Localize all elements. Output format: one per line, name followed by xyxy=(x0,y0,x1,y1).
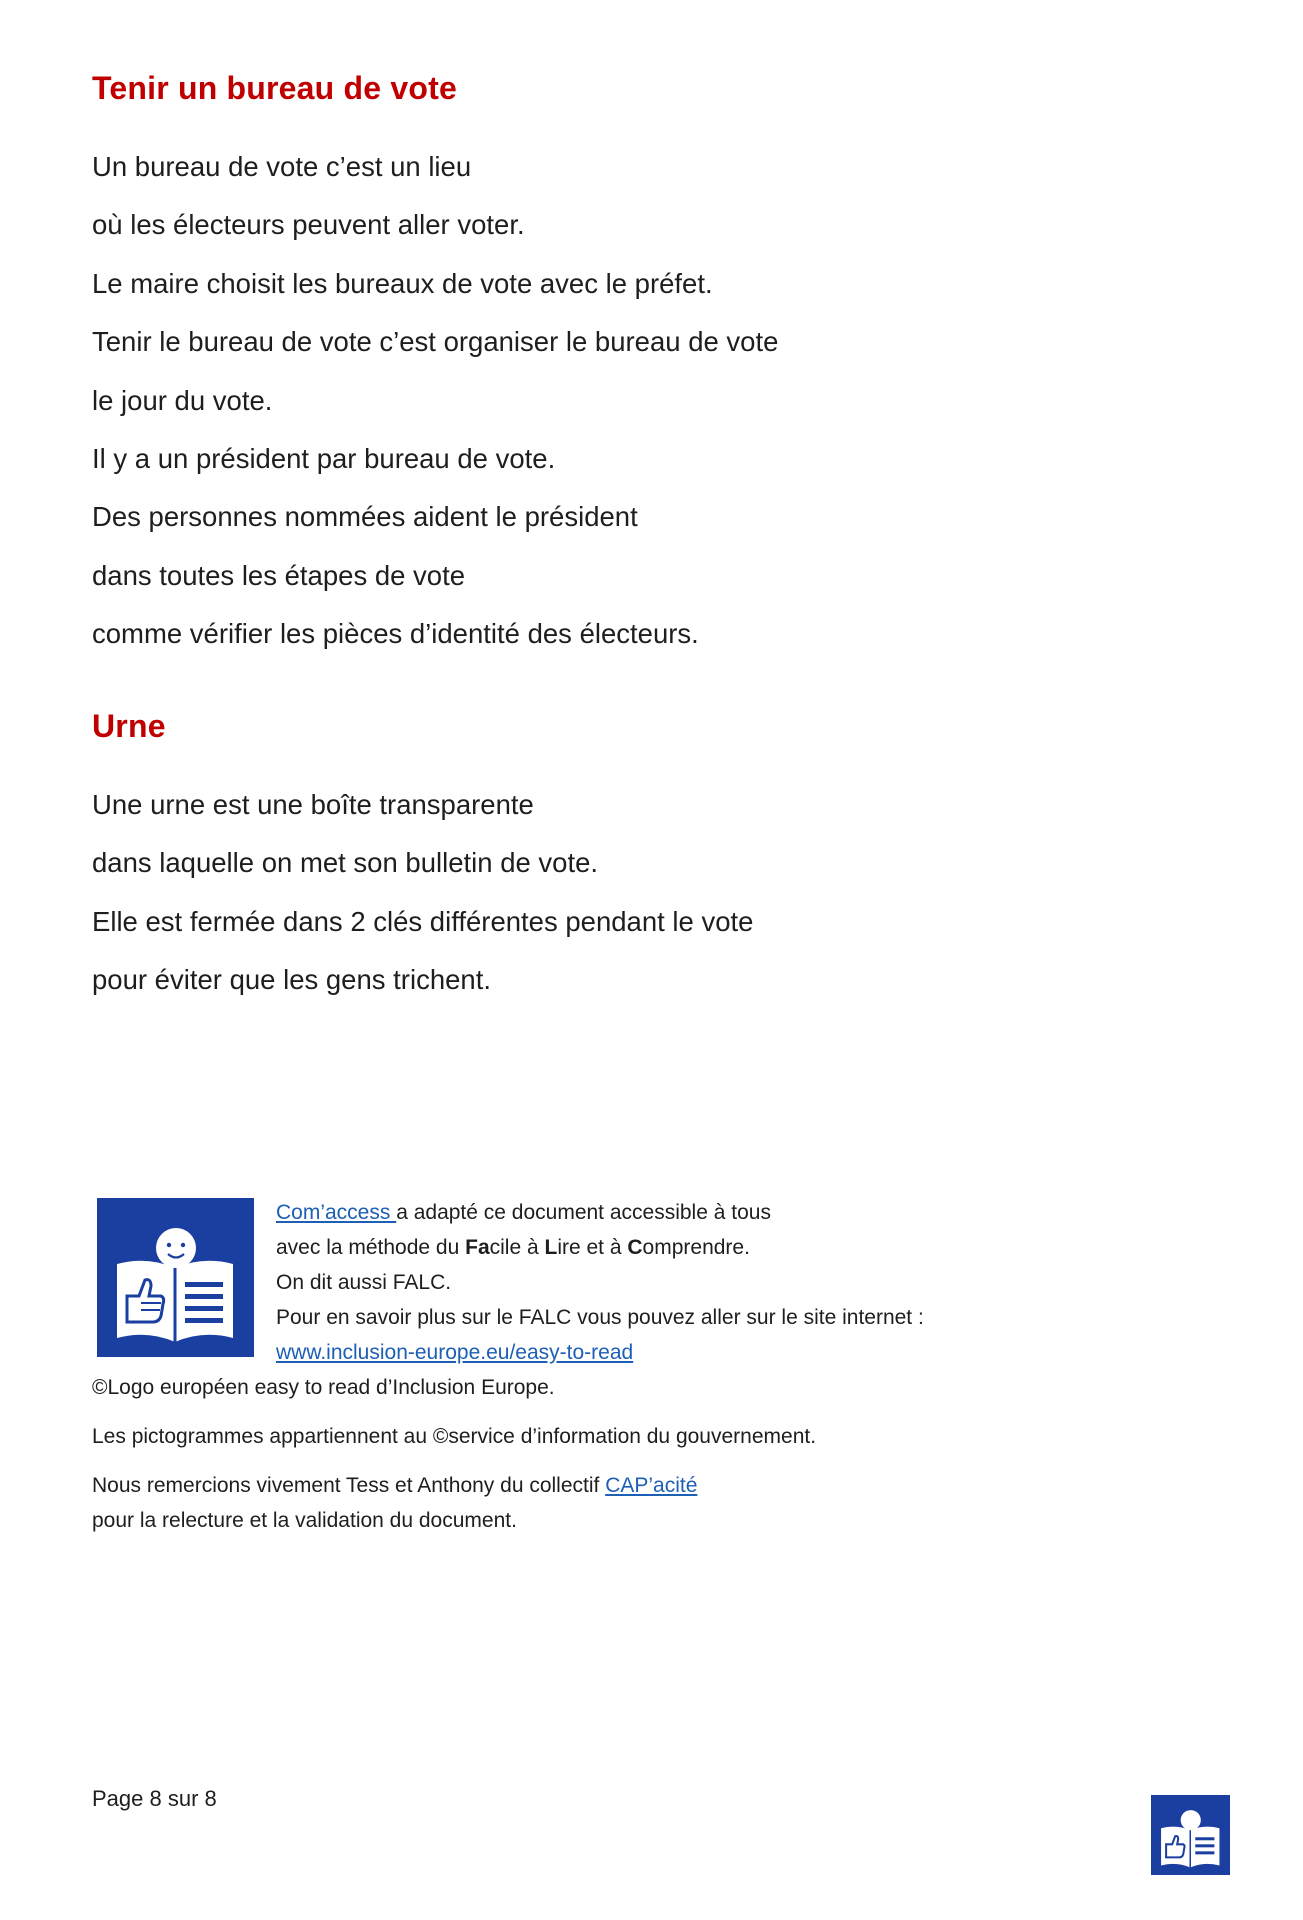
credits-bold: C xyxy=(627,1236,643,1259)
text-line: le jour du vote. xyxy=(92,384,273,416)
credits-text: avec la méthode du xyxy=(276,1236,466,1259)
text-line: Tenir le bureau de vote c’est organiser le bureau de vote xyxy=(92,326,779,358)
text-line: dans laquelle on met son bulletin de vote. xyxy=(92,847,599,879)
inclusion-europe-link[interactable]: www.inclusion-europe.eu/easy-to-read xyxy=(276,1341,634,1364)
easy-to-read-logo-icon xyxy=(97,1198,254,1357)
text-line: Une urne est une boîte transparente xyxy=(92,789,534,820)
thanks-text: Nous remercions vivement Tess et Anthony du collectif xyxy=(92,1474,606,1497)
credits-line-5 xyxy=(276,1335,924,1370)
capacite-link[interactable]: CAP’acité xyxy=(605,1474,698,1497)
credits-line-3: On dit aussi FALC. xyxy=(276,1271,452,1294)
credits-line-1 xyxy=(276,1195,924,1230)
text-line: Des personnes nommées aident le président xyxy=(92,501,638,533)
text-line: Le maire choisit les bureaux de vote avec le préfet. xyxy=(92,267,713,299)
logo-copyright: ©Logo européen easy to read d’Inclusion Europe. xyxy=(92,1376,555,1399)
credits-bold: Fa xyxy=(465,1236,490,1259)
comaccess-link[interactable]: Com’access xyxy=(276,1201,397,1224)
pictograms-copyright: Les pictogrammes appartiennent au ©service d’information du gouvernement. xyxy=(92,1425,817,1448)
credits-text: a adapté ce document accessible à tous xyxy=(396,1201,771,1224)
easy-to-read-mini-logo-icon xyxy=(1151,1795,1230,1875)
credits-text: cile à xyxy=(489,1236,545,1259)
credits-line-4: Pour en savoir plus sur le FALC vous pouvez aller sur le site internet : xyxy=(276,1306,924,1329)
text-line: Elle est fermée dans 2 clés différentes pendant le vote xyxy=(92,905,754,937)
text-line: où les électeurs peuvent aller voter. xyxy=(92,209,525,241)
text-line: pour éviter que les gens trichent. xyxy=(92,964,491,996)
text-line: comme vérifier les pièces d’identité des électeurs. xyxy=(92,618,699,650)
section-body-bureau-de-vote xyxy=(92,151,778,677)
credits-bold: L xyxy=(544,1236,558,1259)
credits-line-2 xyxy=(276,1230,924,1265)
page-number: Page 8 sur 8 xyxy=(92,1786,217,1811)
thanks-line-1 xyxy=(92,1468,697,1503)
section-title-bureau-de-vote: Tenir un bureau de vote xyxy=(92,70,457,106)
section-title-urne: Urne xyxy=(92,708,166,744)
credits-text: omprendre. xyxy=(642,1236,750,1259)
thanks-line-2: pour la relecture et la validation du document. xyxy=(92,1509,517,1532)
text-line: dans toutes les étapes de vote xyxy=(92,559,466,591)
section-body-urne xyxy=(92,789,753,1023)
falc-credits xyxy=(276,1195,924,1370)
text-line: Il y a un président par bureau de vote. xyxy=(92,442,556,474)
credits-text: ire et à xyxy=(557,1236,628,1259)
text-line: Un bureau de vote c’est un lieu xyxy=(92,151,472,182)
